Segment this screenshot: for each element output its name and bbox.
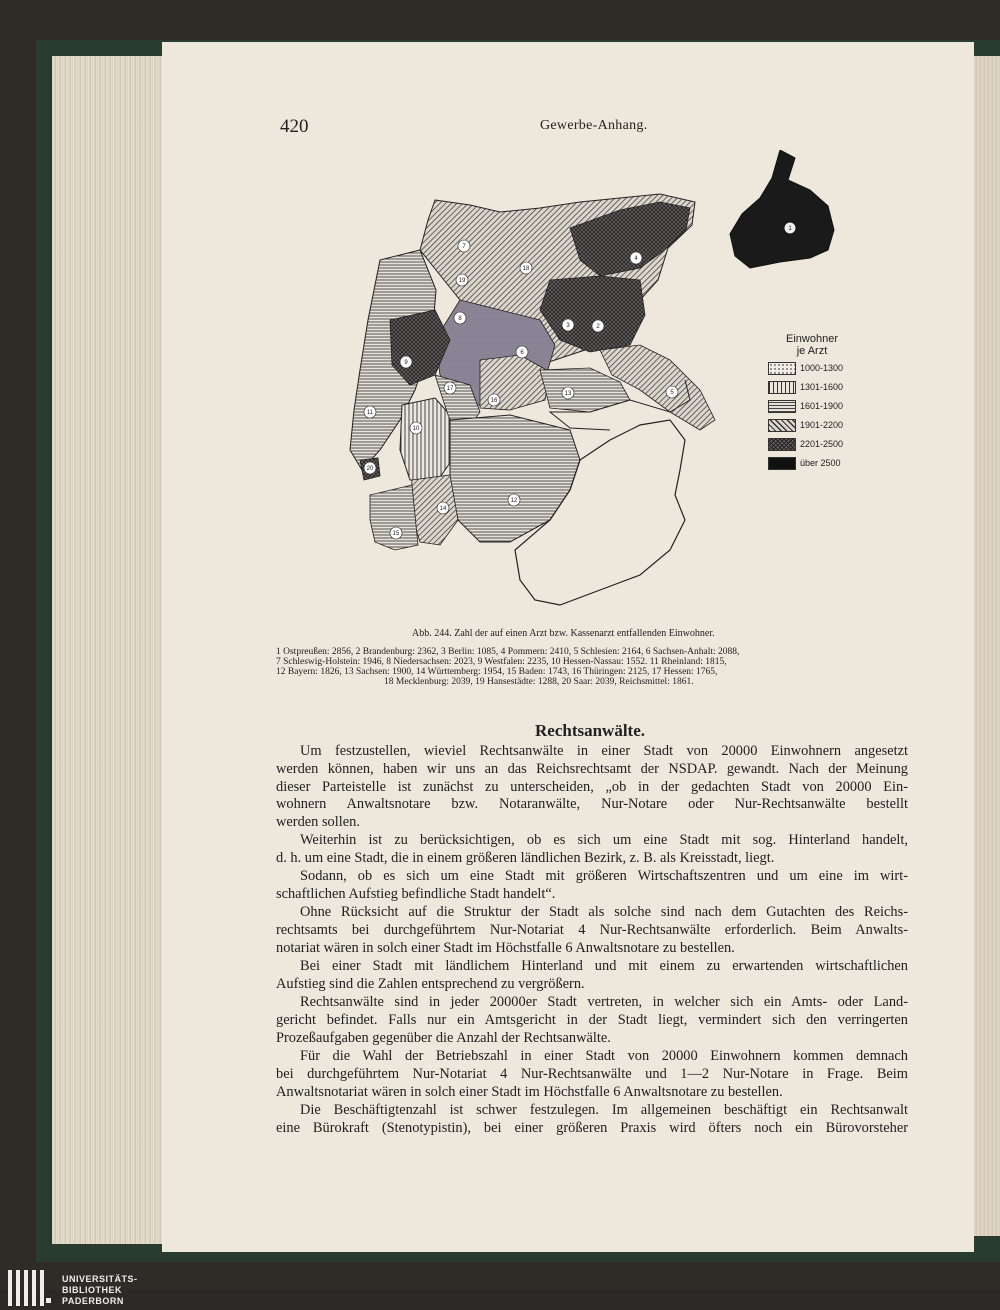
text-line: eine Bürokraft (Stenotypistin), bei einer größeren Praxis wird öfters noch ein Bürovorsteher [276, 1119, 908, 1136]
text-line: Sodann, ob es sich um eine Stadt mit größeren Wirtschaftszentren und um eine im wirt- [300, 868, 908, 884]
legend-label: über 2500 [800, 458, 841, 468]
legend-item-crosshatch [768, 438, 858, 452]
legend-title-line2: je Arzt [796, 345, 828, 357]
svg-text:18: 18 [522, 266, 530, 272]
legend-title [777, 333, 847, 357]
label-11 [364, 406, 376, 418]
legend-label: 2201-2500 [800, 439, 844, 449]
legend-swatch-vertical [768, 381, 796, 394]
figure-data-line: 12 Bayern: 1826, 13 Sachsen: 1900, 14 Württemberg: 1954, 15 Baden: 1743, 16 Thüringen: 2125, 17 Hessen: 1765, [276, 667, 718, 677]
label-2 [592, 320, 604, 332]
label-20 [364, 462, 376, 474]
legend-swatch-solid [768, 457, 796, 470]
text-line: gericht befindet. Falls nur ein Amtsgericht in der Stadt liegt, vermindert sich den verringerten [276, 1011, 908, 1028]
legend-item-dots [768, 362, 858, 376]
text-line: rechtsamts bei durchgeführtem Nur-Notariat 4 Nur-Rechtsanwälte erforderlich. Beim Anwalts- [276, 921, 908, 938]
region-hessen-nassau [400, 398, 452, 480]
paragraph-4 [276, 904, 908, 957]
paragraph-6 [276, 994, 908, 1047]
section-heading: Rechtsanwälte. [535, 721, 646, 740]
label-8 [454, 312, 466, 324]
svg-text:15: 15 [392, 531, 400, 537]
label-15 [390, 527, 402, 539]
figure-data-line: 1 Ostpreußen: 2856, 2 Brandenburg: 2362, 3 Berlin: 1085, 4 Pommern: 2410, 5 Schlesien: 2164, 6 Sachsen-Anhalt: 2088, [276, 647, 740, 657]
svg-text:3: 3 [566, 323, 570, 329]
legend-item-horizontal [768, 400, 858, 414]
paragraph-5 [276, 958, 908, 994]
paragraph-2 [276, 832, 908, 868]
svg-text:7: 7 [462, 244, 466, 250]
library-name [62, 1274, 138, 1307]
text-line: Aufstieg sind die Zahlen entsprechend zu vergrößern. [276, 975, 585, 992]
label-13 [562, 387, 574, 399]
legend-label: 1000-1300 [800, 363, 844, 373]
svg-text:13: 13 [564, 391, 572, 397]
paragraph-8 [276, 1102, 908, 1138]
legend-item-vertical [768, 381, 858, 395]
region-bayern [450, 415, 580, 542]
label-16 [488, 394, 500, 406]
svg-text:20: 20 [366, 466, 374, 472]
text-line: bei durchgeführtem Nur-Notariat 4 Nur-Rechtsanwälte und 1—2 Nur-Notare in Frage. Beim [276, 1065, 908, 1082]
text-line: notariat wären in solch einer Stadt im Höchstfalle 6 Anwaltsnotare zu bestellen. [276, 939, 735, 956]
label-17 [444, 382, 456, 394]
region-ostpreussen [730, 150, 834, 268]
label-5 [666, 386, 678, 398]
label-4 [630, 252, 642, 264]
paragraph-3 [276, 868, 908, 904]
svg-text:4: 4 [634, 256, 638, 262]
paragraph-7 [276, 1048, 908, 1101]
text-line: dieser Parteistelle ist zunächst zu unterscheiden, „ob in der gedachten Stadt von 20000 Ein- [276, 778, 908, 795]
library-name-line: UNIVERSITÄTS- [62, 1274, 138, 1284]
figure-caption: Abb. 244. Zahl der auf einen Arzt bzw. Kassenarzt entfallenden Einwohner. [412, 628, 715, 639]
svg-text:16: 16 [490, 398, 498, 404]
svg-text:14: 14 [439, 506, 447, 512]
legend-label: 1301-1600 [800, 382, 844, 392]
text-line: d. h. um eine Stadt, die in einem größeren ländlichen Bezirk, z. B. als Kreisstadt, liegt. [276, 849, 775, 866]
label-18 [520, 262, 532, 274]
svg-text:11: 11 [366, 410, 374, 416]
text-line: Für die Wahl der Betriebszahl in einer Stadt von 20000 Einwohnern kommen demnach [300, 1048, 908, 1064]
text-line: Bei einer Stadt mit ländlichem Hinterland und mit einem zu erwartenden wirtschaftlichen [300, 958, 908, 974]
legend-swatch-crosshatch [768, 438, 796, 451]
legend-item-diagonal [768, 419, 858, 433]
legend-swatch-dots [768, 362, 796, 375]
legend-title-line1: Einwohner [786, 333, 838, 345]
label-6 [516, 346, 528, 358]
svg-text:19: 19 [458, 278, 466, 284]
label-7 [458, 240, 470, 252]
text-line: werden sollen. [276, 814, 360, 831]
text-line: Ohne Rücksicht auf die Struktur der Stadt als solche sind nach dem Gutachten des Reichs- [300, 904, 908, 920]
legend-label: 1601-1900 [800, 401, 844, 411]
legend-label: 1901-2200 [800, 420, 844, 430]
label-3 [562, 319, 574, 331]
library-logo-icon [6, 1268, 52, 1308]
svg-text:9: 9 [404, 360, 408, 366]
text-line: Rechtsanwälte sind in jeder 20000er Stadt vertreten, in welcher sich ein Amts- oder Land- [300, 994, 908, 1010]
svg-text:1: 1 [788, 226, 792, 232]
text-line: Anwaltsnotariat wären in solch einer Stadt im Höchstfalle 6 Anwaltsnotare zu bestellen. [276, 1083, 783, 1100]
svg-text:8: 8 [458, 316, 462, 322]
text-line: werden können, haben wir uns an das Reichsrechtsamt der NSDAP. gewandt. Nach der Meinung [276, 760, 908, 777]
page-edges [52, 56, 170, 1244]
label-14 [437, 502, 449, 514]
text-line: Weiterhin ist zu berücksichtigen, ob es sich um eine Stadt mit sog. Hinterland handelt, [300, 832, 908, 848]
label-19 [456, 274, 468, 286]
legend-item-solid [768, 457, 858, 471]
paragraph-1 [276, 743, 908, 832]
running-head: Gewerbe-Anhang. [540, 118, 648, 133]
figure-data-line: 18 Mecklenburg: 2039, 19 Hansestädte: 1288, 20 Saar: 2039, Reichsmittel: 1861. [384, 677, 694, 687]
svg-text:12: 12 [510, 498, 518, 504]
svg-text:6: 6 [520, 350, 524, 356]
label-10 [410, 422, 422, 434]
legend-swatch-diagonal [768, 419, 796, 432]
text-line: wohnern Anwaltsnotare bzw. Notaranwälte, Nur-Notare oder Nur-Rechtsanwälte bestellt [276, 796, 908, 813]
page-number: 420 [280, 116, 309, 137]
figure-data-line: 7 Schleswig-Holstein: 1946, 8 Niedersachsen: 2023, 9 Westfalen: 2235, 10 Hessen-Nassau: 1552. 11 Rheinland: 1815, [276, 657, 727, 667]
text-line: Die Beschäftigtenzahl ist schwer festzulegen. Im allgemeinen beschäftigt ein Rechtsanwalt [300, 1102, 908, 1118]
svg-text:5: 5 [670, 390, 674, 396]
svg-text:10: 10 [412, 426, 420, 432]
library-name-line: PADERBORN [62, 1296, 124, 1306]
label-12 [508, 494, 520, 506]
label-9 [400, 356, 412, 368]
region-baden [370, 485, 418, 550]
svg-text:17: 17 [446, 386, 454, 392]
svg-text:2: 2 [596, 324, 600, 330]
text-line: Prozeßaufgaben gegenüber die Anzahl der Rechtsanwälte. [276, 1029, 611, 1046]
text-line: Um festzustellen, wieviel Rechtsanwälte in einer Stadt von 20000 Einwohnern angesetzt [300, 743, 908, 759]
text-line: schaftlichen Aufstieg befindliche Stadt handelt“. [276, 885, 556, 902]
library-name-line: BIBLIOTHEK [62, 1285, 122, 1295]
legend-swatch-horizontal [768, 400, 796, 413]
